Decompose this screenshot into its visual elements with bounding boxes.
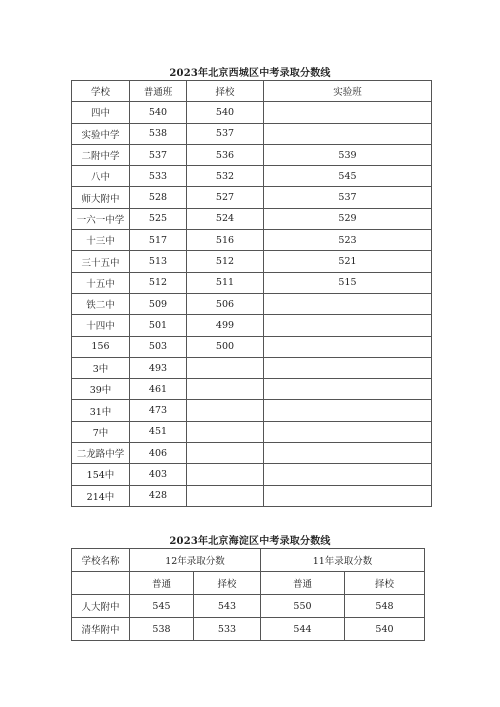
score-cell: 540 xyxy=(345,618,425,641)
score-cell xyxy=(264,102,432,123)
school-name-cell: 四中 xyxy=(72,102,130,123)
score-cell: 540 xyxy=(187,102,264,123)
school-name-cell: 十四中 xyxy=(72,315,130,336)
score-cell: 538 xyxy=(130,123,187,144)
school-name-cell: 实验中学 xyxy=(72,123,130,144)
table-row xyxy=(72,336,432,357)
table-row xyxy=(72,315,432,336)
score-cell: 525 xyxy=(130,208,187,229)
table-row xyxy=(72,400,432,421)
score-cell: 503 xyxy=(130,336,187,357)
school-name-cell: 154中 xyxy=(72,464,130,485)
score-cell xyxy=(187,421,264,442)
school-name-cell: 清华附中 xyxy=(72,618,130,641)
xicheng-score-table xyxy=(71,80,432,507)
score-cell xyxy=(264,293,432,314)
school-name-cell: 39中 xyxy=(72,379,130,400)
table-row xyxy=(72,421,432,442)
score-cell xyxy=(187,464,264,485)
score-cell: 406 xyxy=(130,443,187,464)
table-row xyxy=(72,485,432,506)
score-cell: 451 xyxy=(130,421,187,442)
table-row xyxy=(72,208,432,229)
xicheng-header-row xyxy=(72,81,432,102)
score-cell xyxy=(187,379,264,400)
school-name-cell: 214中 xyxy=(72,485,130,506)
score-cell: 501 xyxy=(130,315,187,336)
score-cell xyxy=(264,315,432,336)
score-cell: 543 xyxy=(194,595,261,618)
score-cell: 512 xyxy=(187,251,264,272)
haidian-score-table xyxy=(71,548,425,641)
subheader-12-choice: 择校 xyxy=(194,572,261,595)
header-empty-cell xyxy=(72,572,130,595)
score-cell: 500 xyxy=(187,336,264,357)
table-row xyxy=(72,443,432,464)
table-row xyxy=(72,464,432,485)
school-name-cell: 3中 xyxy=(72,357,130,378)
score-cell xyxy=(264,357,432,378)
school-name-cell: 人大附中 xyxy=(72,595,130,618)
header-school-name: 学校名称 xyxy=(72,549,130,572)
score-cell: 540 xyxy=(130,102,187,123)
table-row xyxy=(72,357,432,378)
school-name-cell: 二附中学 xyxy=(72,144,130,165)
score-cell xyxy=(187,400,264,421)
school-name-cell: 二龙路中学 xyxy=(72,443,130,464)
score-cell: 545 xyxy=(130,595,194,618)
table-row xyxy=(72,618,425,641)
school-name-cell: 一六一中学 xyxy=(72,208,130,229)
score-cell: 509 xyxy=(130,293,187,314)
score-cell: 511 xyxy=(187,272,264,293)
score-cell: 523 xyxy=(264,230,432,251)
score-cell xyxy=(187,485,264,506)
score-cell: 533 xyxy=(130,166,187,187)
school-name-cell: 八中 xyxy=(72,166,130,187)
score-cell: 524 xyxy=(187,208,264,229)
score-cell: 499 xyxy=(187,315,264,336)
score-cell: 515 xyxy=(264,272,432,293)
score-cell: 537 xyxy=(264,187,432,208)
score-cell: 533 xyxy=(194,618,261,641)
score-cell xyxy=(264,485,432,506)
score-cell: 539 xyxy=(264,144,432,165)
score-cell xyxy=(264,123,432,144)
table-row xyxy=(72,595,425,618)
school-name-cell: 铁二中 xyxy=(72,293,130,314)
score-cell: 550 xyxy=(261,595,345,618)
school-name-cell: 师大附中 xyxy=(72,187,130,208)
school-name-cell: 三十五中 xyxy=(72,251,130,272)
score-cell: 513 xyxy=(130,251,187,272)
haidian-table-title: 2023年北京海淀区中考录取分数线 xyxy=(169,536,331,547)
score-cell: 528 xyxy=(130,187,187,208)
score-cell xyxy=(264,336,432,357)
table-row xyxy=(72,166,432,187)
table-row xyxy=(72,293,432,314)
school-name-cell: 十五中 xyxy=(72,272,130,293)
table-row xyxy=(72,123,432,144)
score-cell xyxy=(264,379,432,400)
column-header: 学校 xyxy=(72,81,130,102)
school-name-cell: 31中 xyxy=(72,400,130,421)
score-cell: 544 xyxy=(261,618,345,641)
score-cell: 527 xyxy=(187,187,264,208)
score-cell xyxy=(187,357,264,378)
score-cell: 548 xyxy=(345,595,425,618)
column-header: 择校 xyxy=(187,81,264,102)
score-cell: 461 xyxy=(130,379,187,400)
table-row xyxy=(72,379,432,400)
haidian-subheader-row xyxy=(72,572,425,595)
score-cell xyxy=(264,464,432,485)
score-cell: 506 xyxy=(187,293,264,314)
score-cell: 403 xyxy=(130,464,187,485)
score-cell xyxy=(264,443,432,464)
score-cell: 537 xyxy=(187,123,264,144)
school-name-cell: 十三中 xyxy=(72,230,130,251)
score-cell: 428 xyxy=(130,485,187,506)
score-cell: 532 xyxy=(187,166,264,187)
score-cell: 512 xyxy=(130,272,187,293)
table-row xyxy=(72,187,432,208)
score-cell: 516 xyxy=(187,230,264,251)
score-cell: 536 xyxy=(187,144,264,165)
score-cell: 493 xyxy=(130,357,187,378)
subheader-12-regular: 普通 xyxy=(130,572,194,595)
score-cell xyxy=(264,400,432,421)
school-name-cell: 156 xyxy=(72,336,130,357)
table-row xyxy=(72,144,432,165)
header-group-12: 12年录取分数 xyxy=(130,549,261,572)
column-header: 普通班 xyxy=(130,81,187,102)
table-row xyxy=(72,102,432,123)
score-cell: 545 xyxy=(264,166,432,187)
xicheng-table-title: 2023年北京西城区中考录取分数线 xyxy=(169,68,331,79)
column-header: 实验班 xyxy=(264,81,432,102)
score-cell xyxy=(187,443,264,464)
header-group-11: 11年录取分数 xyxy=(261,549,425,572)
table-row xyxy=(72,230,432,251)
score-cell: 521 xyxy=(264,251,432,272)
score-cell xyxy=(264,421,432,442)
school-name-cell: 7中 xyxy=(72,421,130,442)
haidian-header-row xyxy=(72,549,425,572)
table-row xyxy=(72,251,432,272)
score-cell: 517 xyxy=(130,230,187,251)
score-cell: 537 xyxy=(130,144,187,165)
table-row xyxy=(72,272,432,293)
score-cell: 538 xyxy=(130,618,194,641)
subheader-11-choice: 择校 xyxy=(345,572,425,595)
score-cell: 529 xyxy=(264,208,432,229)
score-cell: 473 xyxy=(130,400,187,421)
subheader-11-regular: 普通 xyxy=(261,572,345,595)
